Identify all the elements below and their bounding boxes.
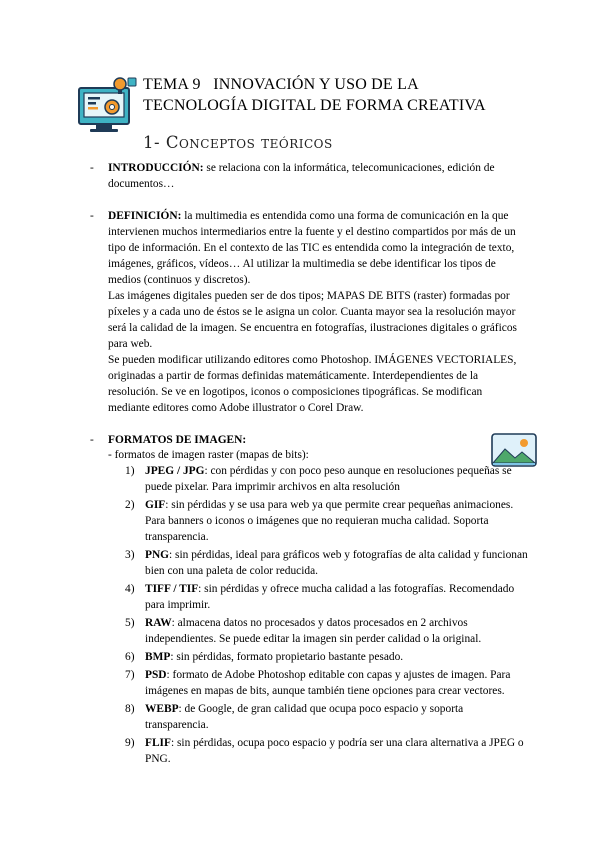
image-icon: [491, 433, 537, 467]
formatos-list: [108, 463, 528, 769]
list-item: 8) WEBP: de Google, de gran calidad que ocupa poco espacio y soporta transparencia.: [125, 703, 464, 731]
definicion-label: DEFINICIÓN:: [108, 210, 182, 222]
formatos-subtitle: - formatos de imagen raster (mapas de bits):: [108, 449, 309, 461]
list-item: 7) PSD: formato de Adobe Photoshop editable con capas y ajustes de imagen. Para imágenes en mapas de bits, aunque también tiene opciones para crear vectores.: [125, 669, 511, 697]
title-line-2: TECNOLOGÍA DIGITAL DE FORMA CREATIVA: [143, 97, 486, 114]
list-item: 1) JPEG / JPG: con pérdidas y con poco peso aunque en resoluciones pequeñas se puede pixelar. Para imprimir archivos en alta resolución: [125, 465, 512, 493]
list-item: 2) GIF: sin pérdidas y se usa para web ya que permite crear pequeñas animaciones. Para banners o iconos o imágenes que no requieran mucha calidad. Soporta transparencia.: [125, 499, 514, 543]
document-page: TEMA 9 INNOVACIÓN Y USO DE LA TECNOLOGÍA DIGITAL DE FORMA CREATIVA 1- Conceptos teóricos - INTRODUCCIÓN: se relaciona con la informática, telecomunicaciones, edición de documentos… - DEFINICIÓN: la multimedia es entendida como una forma de comunicación en la que intervienen muchos intermediarios entre la fuente y el destino compartidos por más de un tipo de información. En el contexto de las TIC es entendida como la integración de texto, imágenes, gráficos, vídeos… Al utilizar la multimedia se debe identificar los tipos de medios (continuos y discretos). Las imágenes digitales pueden ser de dos tipos; MAPAS DE BITS (raster) formadas por píxeles y a cada uno de éstos se le asigna un color. Cuanta mayor sea la resolución mayor será la calidad de la imagen. Se encuentra en fotografías, ilustraciones digitales o gráficos para web. Se pueden modificar utilizando editores como Photoshop. IMÁGENES VECTORIALES, originadas a partir de formas definidas matemáticamente. Interdependientes de la resolución. Se ve en logotipos, iconos o composiciones tipográficas. Se modifican mediante editores como Adobe illustrator o Corel Draw. - FORMATOS DE IMAGEN: - formatos de imagen raster (mapas de bits): 1) JPEG / JPG: con pérdidas y con poco peso aunque en resoluciones pequeñas se puede pixelar. Para imprimir archivos en alta resolución 2) GIF: sin pérdidas y se usa para web ya que permite crear pequeñas animaciones. Para banners o iconos o imágenes que no requieran mucha calidad. Soporta transparencia. 3) PNG: sin pérdidas, ideal para gráficos web y fotografías de alta calidad y funcionan bien con una paleta de color reducida. 4) TIFF / TIF: sin pérdidas y ofrece mucha calidad a las fotografías. Recomendado para imprimir. 5) RAW: almacena datos no procesados y datos procesados en 2 archivos independientes. Se puede editar la imagen sin perder calidad o la original. 6) BMP: sin pérdidas, formato propietario bastante pesado. 7) PSD: formato de Adobe Photoshop editable con capas y ajustes de imagen. Para imágenes en mapas de bits, aunque también tiene opciones para crear vectores. 8) WEBP: de Google, de gran calidad que ocupa poco espacio y soporta transparencia. 9) FLIF: sin pérdidas, ocupa poco espacio y podría ser una clara alternativa a JPEG o PNG.: [0, 0, 600, 848]
definicion-p3: Se pueden modificar utilizando editores como Photoshop. IMÁGENES VECTORIALES, originadas a partir de formas definidas matemáticamente. Interdependientes de la resolución. Se ve en logotipos, iconos o composiciones tipográficas. Se modifican mediante editores como Adobe illustrator o Corel Draw.: [108, 354, 517, 414]
computer-gear-icon: [76, 76, 138, 136]
list-item: 9) FLIF: sin pérdidas, ocupa poco espacio y podría ser una clara alternativa a JPEG o PNG.: [125, 737, 524, 765]
intro-text: se relaciona con la informática, telecomunicaciones, edición de documentos…: [108, 162, 495, 190]
list-item: 6) BMP: sin pérdidas, formato propietario bastante pesado.: [125, 651, 404, 663]
definicion-p2: Las imágenes digitales pueden ser de dos tipos; MAPAS DE BITS (raster) formadas por píxeles y a cada uno de éstos se le asigna un color. Cuanta mayor sea la resolución mayor será la calidad de la imagen. Se encuentra en fotografías, ilustraciones digitales o gráficos para web.: [108, 290, 517, 350]
list-item: 5) RAW: almacena datos no procesados y datos procesados en 2 archivos independientes. Se puede editar la imagen sin perder calidad o la original.: [125, 617, 482, 645]
list-item: 4) TIFF / TIF: sin pérdidas y ofrece mucha calidad a las fotografías. Recomendado para imprimir.: [125, 583, 515, 611]
document-title: [143, 74, 486, 116]
definicion-p1: la multimedia es entendida como una forma de comunicación en la que intervienen muchos intermediarios entre la fuente y el destino compartidos por más de un tipo de información. En el contexto de las TIC es entendida como la integración de texto, imágenes, gráficos, vídeos… Al utilizar la multimedia se debe identificar los tipos de medios (continuos y discretos).: [108, 210, 516, 286]
intro-label: INTRODUCCIÓN:: [108, 162, 204, 174]
title-line-1: TEMA 9 INNOVACIÓN Y USO DE LA: [143, 76, 419, 93]
list-item: 3) PNG: sin pérdidas, ideal para gráficos web y fotografías de alta calidad y funcionan bien con una paleta de color reducida.: [125, 549, 528, 577]
formatos-label: FORMATOS DE IMAGEN:: [108, 434, 247, 446]
section-heading: 1- Conceptos teóricos: [143, 133, 333, 152]
